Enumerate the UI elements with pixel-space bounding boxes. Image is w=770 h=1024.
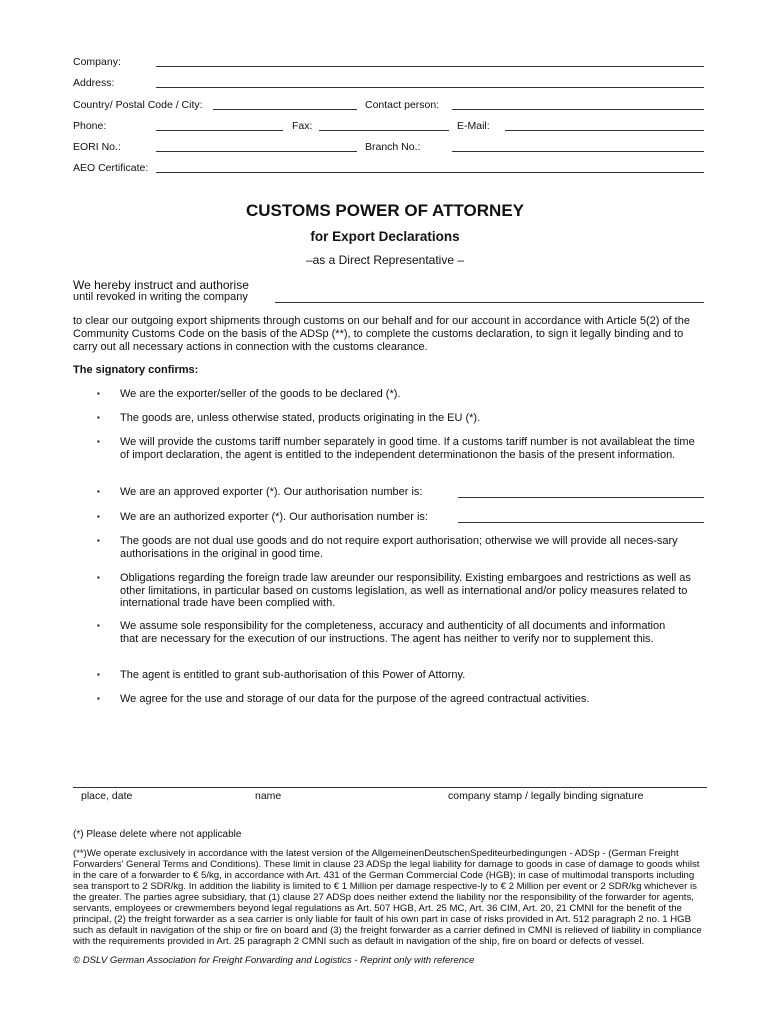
country-postal-city-field[interactable] [213,109,357,110]
authorised-company-field[interactable] [275,302,704,303]
representative-type: –as a Direct Representative – [305,253,465,267]
aeo-certificate-label: AEO Certificate: [73,162,149,174]
list-item: We are an authorized exporter (*). Our authorisation number is: [120,511,428,523]
aeo-certificate-field[interactable] [156,172,704,173]
bullet-icon: ▪ [97,512,100,521]
eori-label: EORI No.: [73,141,121,153]
fax-label: Fax: [292,120,313,132]
company-label: Company: [73,56,121,68]
address-field[interactable] [156,87,704,88]
list-item: The agent is entitled to grant sub-authorisation of this Power of Attorny. [120,669,466,681]
bullet-icon: ▪ [97,413,100,422]
intro-paragraph: to clear our outgoing export shipments through customs on our behalf and for our account in accordance with Article 5(2) of the Community Customs Code on the basis of the ADSp (**), to complete the customs declaration, to sign it legally binding and to carry out all necessary actions in connection with the customs clearance. [73,315,690,353]
authorized-exporter-number-field[interactable] [458,522,704,523]
country-postal-city-label: Country/ Postal Code / City: [73,99,203,111]
fax-field[interactable] [319,130,449,131]
footnote-adsp: (**)We operate exclusively in accordance with the latest version of the AllgemeinenDeutschenSpediteurbedingungen - ADSp - (German Freight Forwarders' General Terms and Conditions). These limit in clause 23 ADSp the legal liability for damage to goods in case of damage to goods whilst in the care of a forwarder to € 5/kg, in accordance with Art. 431 of the German Commercial Code (HGB); in case of multimodal transports including sea transport to 2 SDR/kg. In addition the liability is limited to € 1 Million per damage respective-ly to € 2 Million per event or 2 SDR/kg whichever is the greater. The parties agree subsidiary, that (1) clause 27 ADSp does neither extend the liability nor the responsibility of the forwarder for agents, servants, employees or crewmembers beyond legal regulations as Art. 507 HGB, Art. 25 MC, Art. 36 CIM, Art. 20, 21 CMNI for the benefit of the principal, (2) the freight forwarder as a sea carrier is only liable for fault of his own part in case of risks provided in Art. 512 paragraph 2 no. 1 HGB such as default in navigation of the ship or fire on board and (3) the freight forwarder as a carrier defined in CMNI is relieved of liability in compliance with the requirements provided in Art. 25 paragraph 2 CMNI such as default in navigation of the ship, fire on board or defects of vessel. [73,848,702,947]
bullet-icon: ▪ [97,670,100,679]
bullet-icon: ▪ [97,573,100,582]
name-label: name [255,790,282,802]
email-label: E-Mail: [457,120,490,132]
address-label: Address: [73,77,115,89]
company-field[interactable] [156,66,704,67]
document-subtitle: for Export Declarations [310,229,460,244]
bullet-icon: ▪ [97,487,100,496]
bullet-icon: ▪ [97,536,100,545]
signature-line[interactable] [73,787,707,788]
list-item: We are the exporter/seller of the goods to be declared (*). [120,388,401,400]
phone-field[interactable] [156,130,283,131]
bullet-icon: ▪ [97,694,100,703]
list-item: The goods are not dual use goods and do not require export authorisation; otherwise we will provide all neces-sary authorisations in the original in good time. [120,535,678,560]
list-item: We are an approved exporter (*). Our authorisation number is: [120,486,423,498]
list-item: We assume sole responsibility for the completeness, accuracy and authenticity of all documents and information that are necessary for the execution of our instructions. The agent has neither to verify nor to supplement this. [120,620,666,645]
bullet-icon: ▪ [97,621,100,630]
copyright-footer: © DSLV German Association for Freight Forwarding and Logistics - Reprint only with reference [73,955,475,966]
bullet-icon: ▪ [97,437,100,446]
contact-person-field[interactable] [452,109,704,110]
list-item: We will provide the customs tariff number separately in good time. If a customs tariff number is not availableat the time of import declaration, the agent is entitled to the independent determinationon the basis of the present information. [120,436,695,461]
list-item: We agree for the use and storage of our data for the purpose of the agreed contractual activities. [120,693,590,705]
authorise-line-1: We hereby instruct and authorise [73,278,249,292]
list-item: Obligations regarding the foreign trade law areunder our responsibility. Existing embargoes and restrictions as well as other limitations, in particular based on customs legislation, as well as international and/or policy measures related to international trade have been complied with. [120,572,691,609]
contact-person-label: Contact person: [365,99,440,111]
eori-field[interactable] [156,151,357,152]
footnote-star: (*) Please delete where not applicable [73,829,242,840]
place-date-label: place, date [81,790,133,802]
list-item: The goods are, unless otherwise stated, products originating in the EU (*). [120,412,481,424]
stamp-signature-label: company stamp / legally binding signature [448,790,644,802]
approved-exporter-number-field[interactable] [458,497,704,498]
email-field[interactable] [505,130,704,131]
phone-label: Phone: [73,120,107,132]
branch-label: Branch No.: [365,141,421,153]
authorise-line-2: until revoked in writing the company [73,291,248,303]
confirms-heading: The signatory confirms: [73,364,199,376]
branch-field[interactable] [452,151,704,152]
bullet-icon: ▪ [97,389,100,398]
document-title: CUSTOMS POWER OF ATTORNEY [246,201,524,220]
